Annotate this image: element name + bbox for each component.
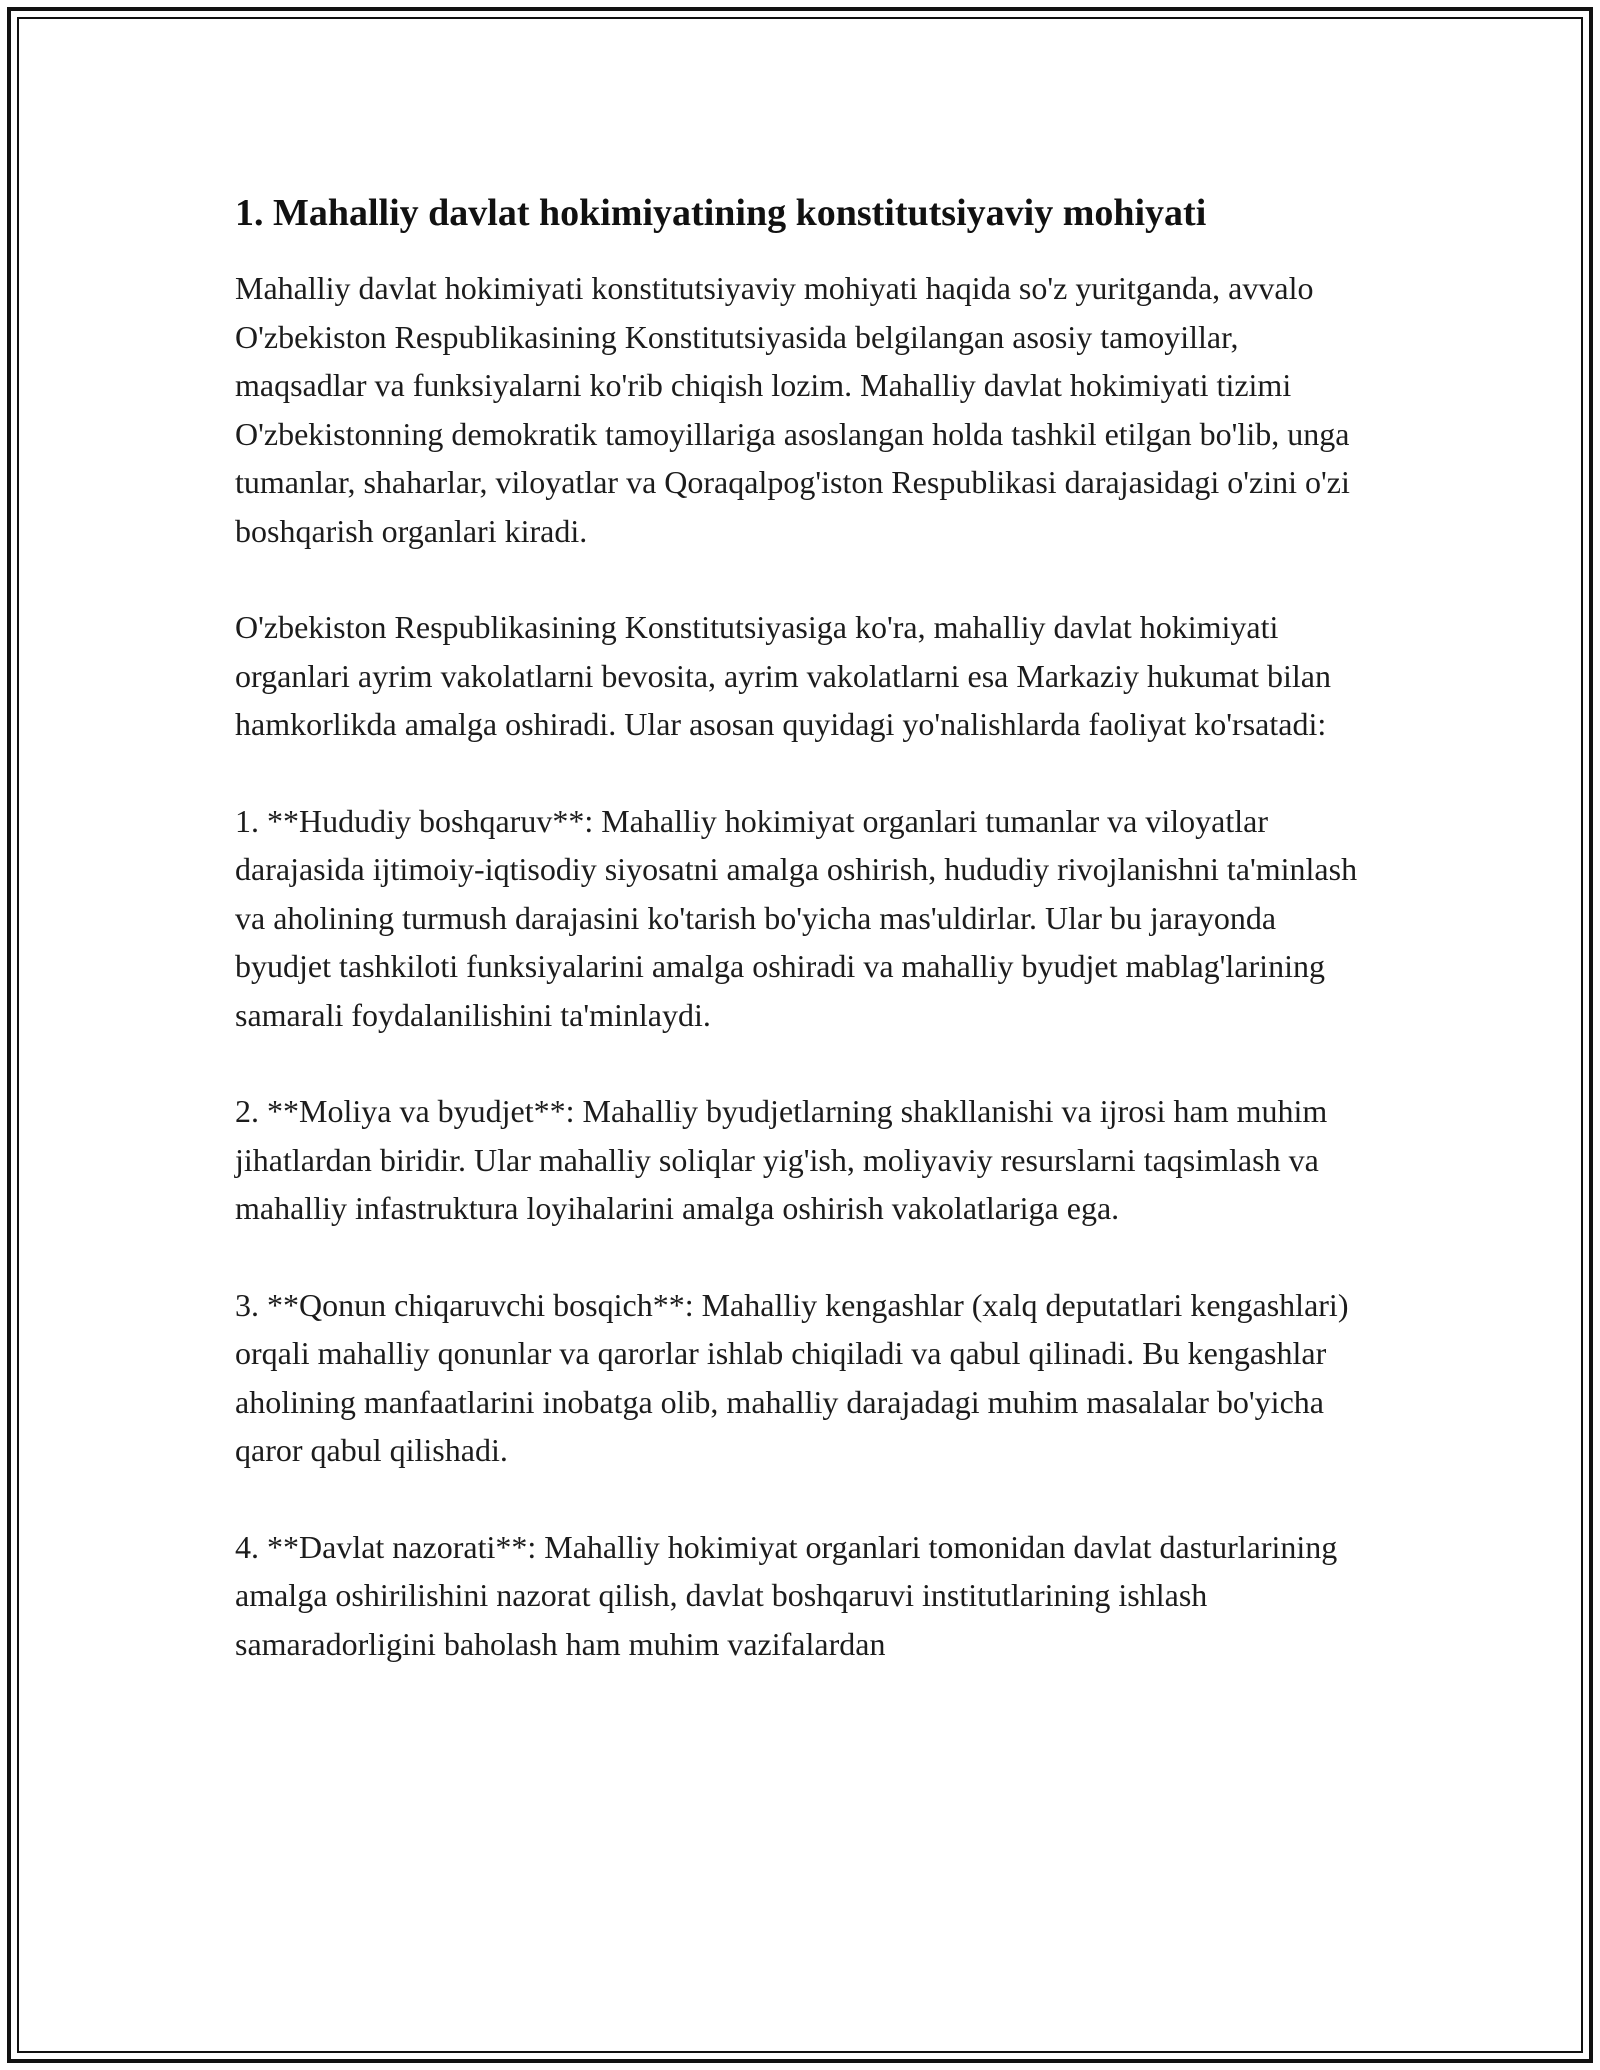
paragraph-constitution: O'zbekiston Respublikasining Konstitutsiyasiga ko'ra, mahalliy davlat hokimiyati organlari ayrim vakolatlarni bevosita, ayrim vakolatlarni esa Markaziy hukumat bilan hamkorlikda amalga oshiradi. Ular asosan quyidagi yo'nalishlarda faoliyat ko'rsatadi: <box>235 609 1331 742</box>
list-item-state-control: 4. **Davlat nazorati**: Mahalliy hokimiyat organlari tomonidan davlat dasturlarining amalga oshirilishini nazorat qilish, davlat boshqaruvi institutlarining ishlash samaradorligini baholash ham muhim vazifalardan <box>235 1528 1338 1662</box>
list-item-territorial-governance: 1. **Hududiy boshqaruv**: Mahalliy hokimiyat organlari tumanlar va viloyatlar darajasida ijtimoiy-iqtisodiy siyosatni amalga oshirish, hududiy rivojlanishni ta'minlash va aholining turmush darajasini ko'tarish bo'yicha mas'uldirlar. Ular bu jarayonda byudjet tashkiloti funksiyalarini amalga oshiradi va mahalliy byudjet mablag'larining samarali foydalanilishini ta'minlaydi. <box>235 802 1358 1033</box>
paragraph-intro: Mahalliy davlat hokimiyati konstitutsiyaviy mohiyati haqida so'z yuritganda, avvalo O'zbekiston Respublikasining Konstitutsiyasida belgilangan asosiy tamoyillar, maqsadlar va funksiyalarni ko'rib chiqish lozim. Mahalliy davlat hokimiyati tizimi O'zbekistonning demokratik tamoyillariga asoslangan holda tashkil etilgan bo'lib, unga tumanlar, shaharlar, viloyatlar va Qoraqalpog'iston Respublikasi darajasidagi o'zini o'zi boshqarish organlari kiradi. <box>235 270 1350 549</box>
section-heading: 1. Mahalliy davlat hokimiyatining konstitutsiyaviy mohiyati <box>235 192 1207 234</box>
list-item-legislative-stage: 3. **Qonun chiqaruvchi bosqich**: Mahalliy kengashlar (xalq deputatlari kengashlari) orqali mahalliy qonunlar va qarorlar ishlab chiqiladi va qabul qilinadi. Bu kengashlar aholining manfaatlarini inobatga olib, mahalliy darajadagi muhim masalalar bo'yicha qaror qabul qilishadi. <box>235 1286 1349 1468</box>
list-item-finance-budget: 2. **Moliya va byudjet**: Mahalliy byudjetlarning shakllanishi va ijrosi ham muhim jihatlardan biridir. Ular mahalliy soliqlar yig'ish, moliyaviy resurslarni taqsimlash va mahalliy infastruktura loyihalarini amalga oshirish vakolatlariga ega. <box>235 1093 1328 1226</box>
document-body <box>235 188 1375 1716</box>
